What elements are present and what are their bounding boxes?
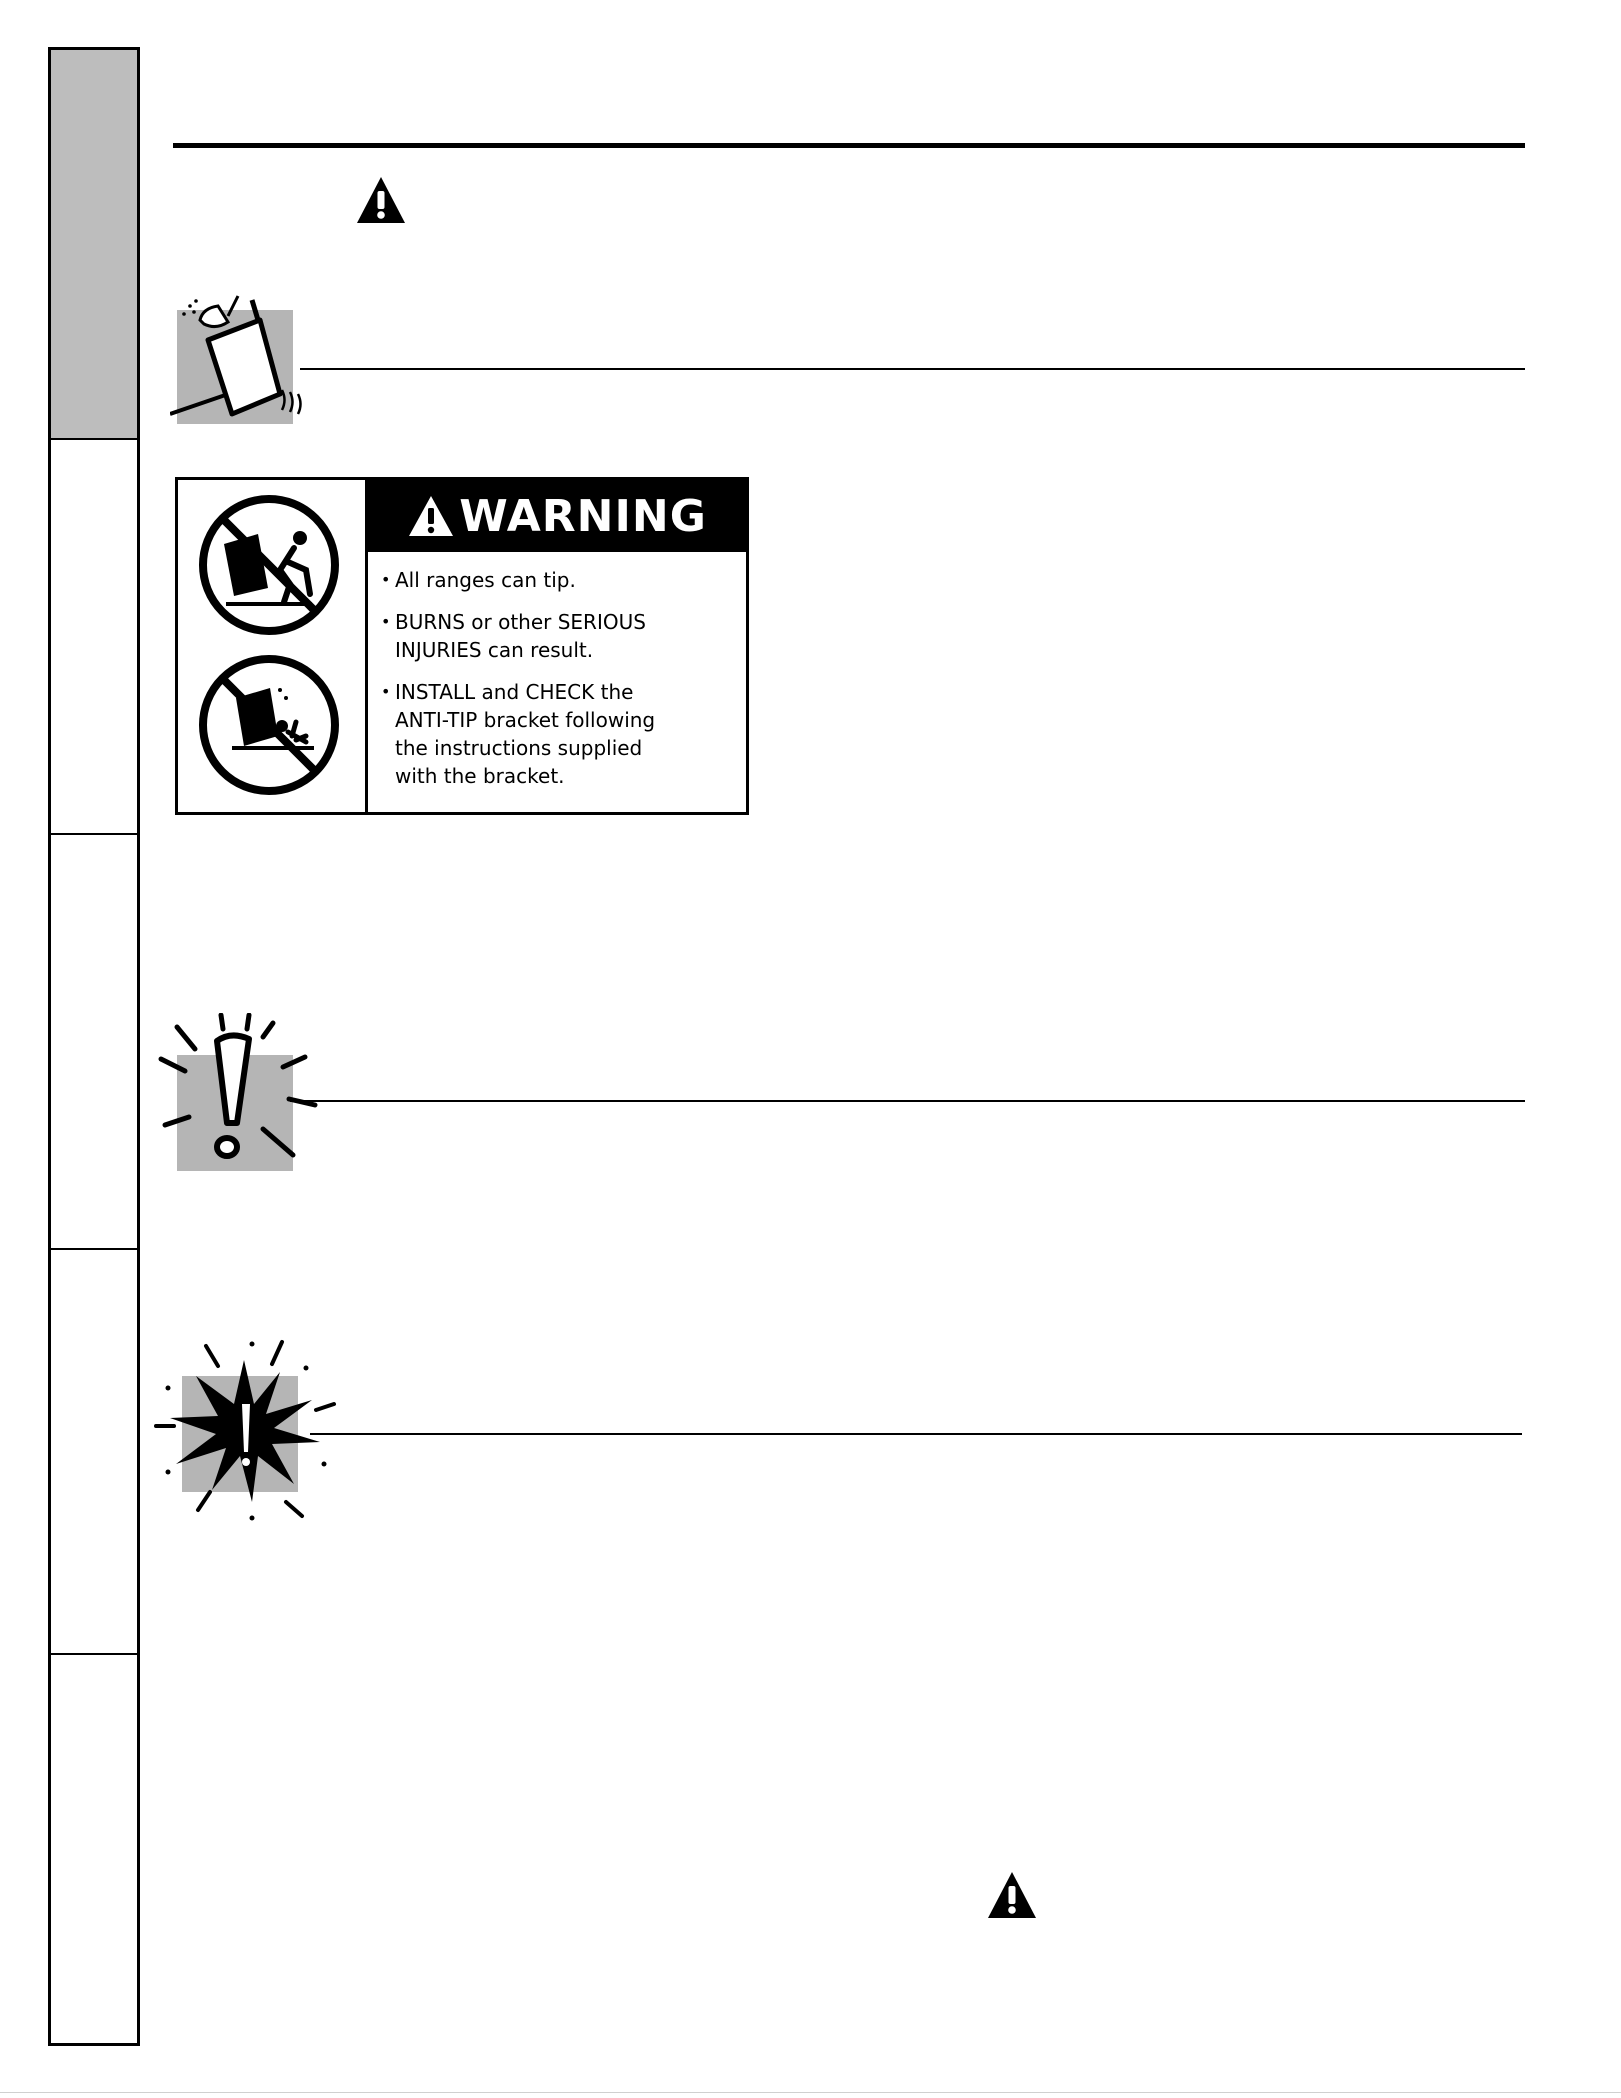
- warning-pictograms: [178, 480, 368, 812]
- warning-triangle-icon: [986, 1870, 1038, 1922]
- section-tab-2[interactable]: [51, 440, 137, 835]
- header-rule: [173, 143, 1525, 148]
- explosion-icon: [152, 1338, 337, 1523]
- warning-triangle-icon: [355, 175, 407, 227]
- section-rule-2: [290, 1100, 1525, 1102]
- no-climbing-icon: [196, 492, 342, 638]
- section-tab-4[interactable]: [51, 1250, 137, 1655]
- section-tab-strip: [48, 47, 140, 2046]
- warning-banner: [368, 480, 746, 552]
- exclamation-icon: [155, 1013, 330, 1173]
- warning-bullet: • BURNS or other SERIOUS INJURIES can result.: [381, 608, 736, 664]
- section-tab-3[interactable]: [51, 835, 137, 1250]
- warning-triangle-icon: [407, 494, 455, 538]
- warning-banner-text: WARNING: [459, 490, 707, 542]
- section-rule-1: [300, 368, 1525, 370]
- tipping-range-icon: [170, 292, 320, 427]
- warning-bullet: • All ranges can tip.: [381, 566, 736, 594]
- warning-bullet: • INSTALL and CHECK the ANTI-TIP bracket following the instructions supplied with the bracket.: [381, 678, 736, 790]
- section-tab-safety[interactable]: [51, 50, 137, 440]
- anti-tip-warning-label: [175, 477, 749, 815]
- section-rule-3: [310, 1433, 1522, 1435]
- warning-bullet-list: [381, 566, 736, 804]
- page-bottom-edge: [0, 2092, 1621, 2093]
- tipping-burn-icon: [196, 652, 342, 798]
- section-tab-5[interactable]: [51, 1655, 137, 2045]
